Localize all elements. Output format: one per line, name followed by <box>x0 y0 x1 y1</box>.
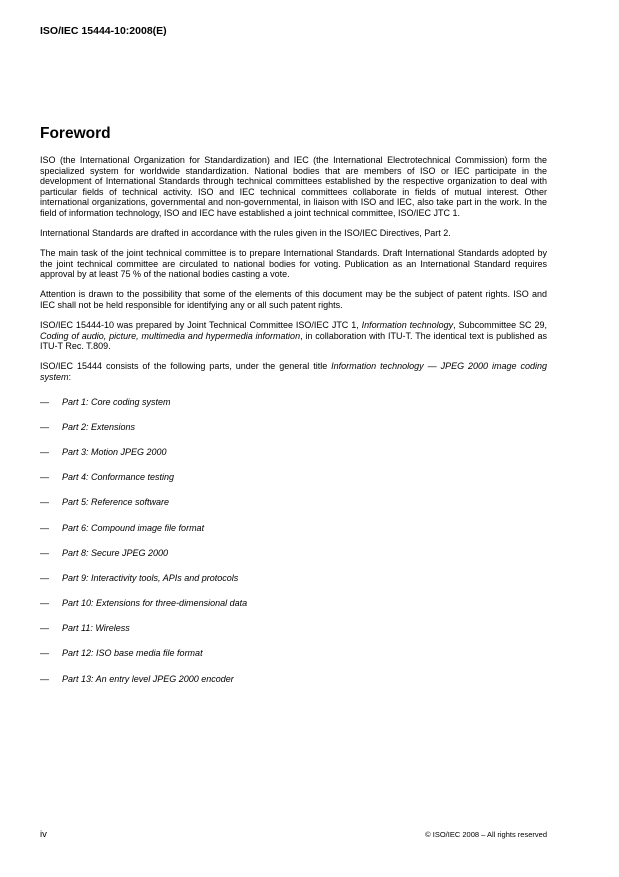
list-item <box>40 548 547 573</box>
paragraph-6 <box>40 361 547 382</box>
list-item <box>40 674 547 699</box>
part-label: Part 8: Secure JPEG 2000 <box>62 547 169 558</box>
list-dash: — <box>40 522 49 533</box>
list-dash: — <box>40 547 49 558</box>
part-label: Part 12: ISO base media file format <box>62 648 203 659</box>
part-label: Part 10: Extensions for three-dimensional data <box>62 598 248 609</box>
paragraph-2: International Standards are drafted in accordance with the rules given in the ISO/IEC Directives, Part 2. <box>40 228 451 239</box>
list-item <box>40 523 547 548</box>
page-number: iv <box>40 829 47 840</box>
list-item <box>40 497 547 522</box>
p5-title-info-tech: Information technology <box>361 320 454 331</box>
p6-text-c: : <box>68 372 72 382</box>
list-item <box>40 397 547 422</box>
part-label: Part 4: Conformance testing <box>62 472 175 483</box>
part-label: Part 13: An entry level JPEG 2000 encoder <box>62 673 234 684</box>
part-label: Part 5: Reference software <box>62 497 170 508</box>
list-item <box>40 447 547 472</box>
list-dash: — <box>40 673 49 684</box>
paragraph-5 <box>40 320 547 352</box>
list-dash: — <box>40 396 49 407</box>
list-dash: — <box>40 648 49 659</box>
part-label: Part 1: Core coding system <box>62 396 171 407</box>
p6-text-a: ISO/IEC 15444 consists of the following parts, under the general title <box>40 361 332 372</box>
list-item <box>40 623 547 648</box>
list-item <box>40 573 547 598</box>
part-label: Part 3: Motion JPEG 2000 <box>62 446 167 457</box>
parts-list <box>40 397 547 699</box>
copyright-notice: © ISO/IEC 2008 – All rights reserved <box>425 830 547 839</box>
document-id-header: ISO/IEC 15444-10:2008(E) <box>40 25 167 37</box>
list-item <box>40 598 547 623</box>
list-dash: — <box>40 572 49 583</box>
part-label: Part 6: Compound image file format <box>62 522 205 533</box>
part-label: Part 11: Wireless <box>62 623 130 634</box>
p5-subcommittee-title: Coding of audio, picture, multimedia and hypermedia information <box>40 330 301 341</box>
paragraph-3: The main task of the joint technical committee is to prepare International Standards. Draft International Standards adopted by the joint technical committee are circulated to national bodies for voting. Publication as an International Standard requires approval by at least 75 % of the national bodies casting a vote. <box>40 248 547 280</box>
p5-text-c: , Subcommittee SC 29, <box>453 320 547 331</box>
part-label: Part 9: Interactivity tools, APIs and protocols <box>62 572 239 583</box>
list-dash: — <box>40 472 49 483</box>
list-dash: — <box>40 421 49 432</box>
p6-general-title: Information technology — JPEG 2000 image coding system <box>40 361 547 382</box>
list-item <box>40 648 547 673</box>
list-dash: — <box>40 598 49 609</box>
list-dash: — <box>40 623 49 634</box>
list-item <box>40 422 547 447</box>
part-label: Part 2: Extensions <box>62 421 136 432</box>
paragraph-1: ISO (the International Organization for Standardization) and IEC (the International Electrotechnical Commission) form the specialized system for worldwide standardization. National bodies that are members of ISO or IEC participate in the development of International Standards through technical committees established by the respective organization to deal with particular fields of technical activity. ISO and IEC technical committees collaborate in fields of mutual interest. Other international organizations, governmental and non-governmental, in liaison with ISO and IEC, also take part in the work. In the field of information technology, ISO and IEC have established a joint technical committee, ISO/IEC JTC 1. <box>40 155 547 218</box>
list-dash: — <box>40 497 49 508</box>
foreword-body <box>40 155 547 699</box>
p5-text-e: , in collaboration with ITU-T. The identical text is published as ITU-T Rec. T.809. <box>40 330 547 352</box>
list-dash: — <box>40 446 49 457</box>
list-item <box>40 472 547 497</box>
paragraph-4: Attention is drawn to the possibility that some of the elements of this document may be the subject of patent rights. ISO and IEC shall not be held responsible for identifying any or all such patent rights. <box>40 289 547 311</box>
page-title: Foreword <box>40 125 111 142</box>
p5-text-a: ISO/IEC 15444-10 was prepared by Joint Technical Committee ISO/IEC JTC 1, <box>40 320 362 331</box>
